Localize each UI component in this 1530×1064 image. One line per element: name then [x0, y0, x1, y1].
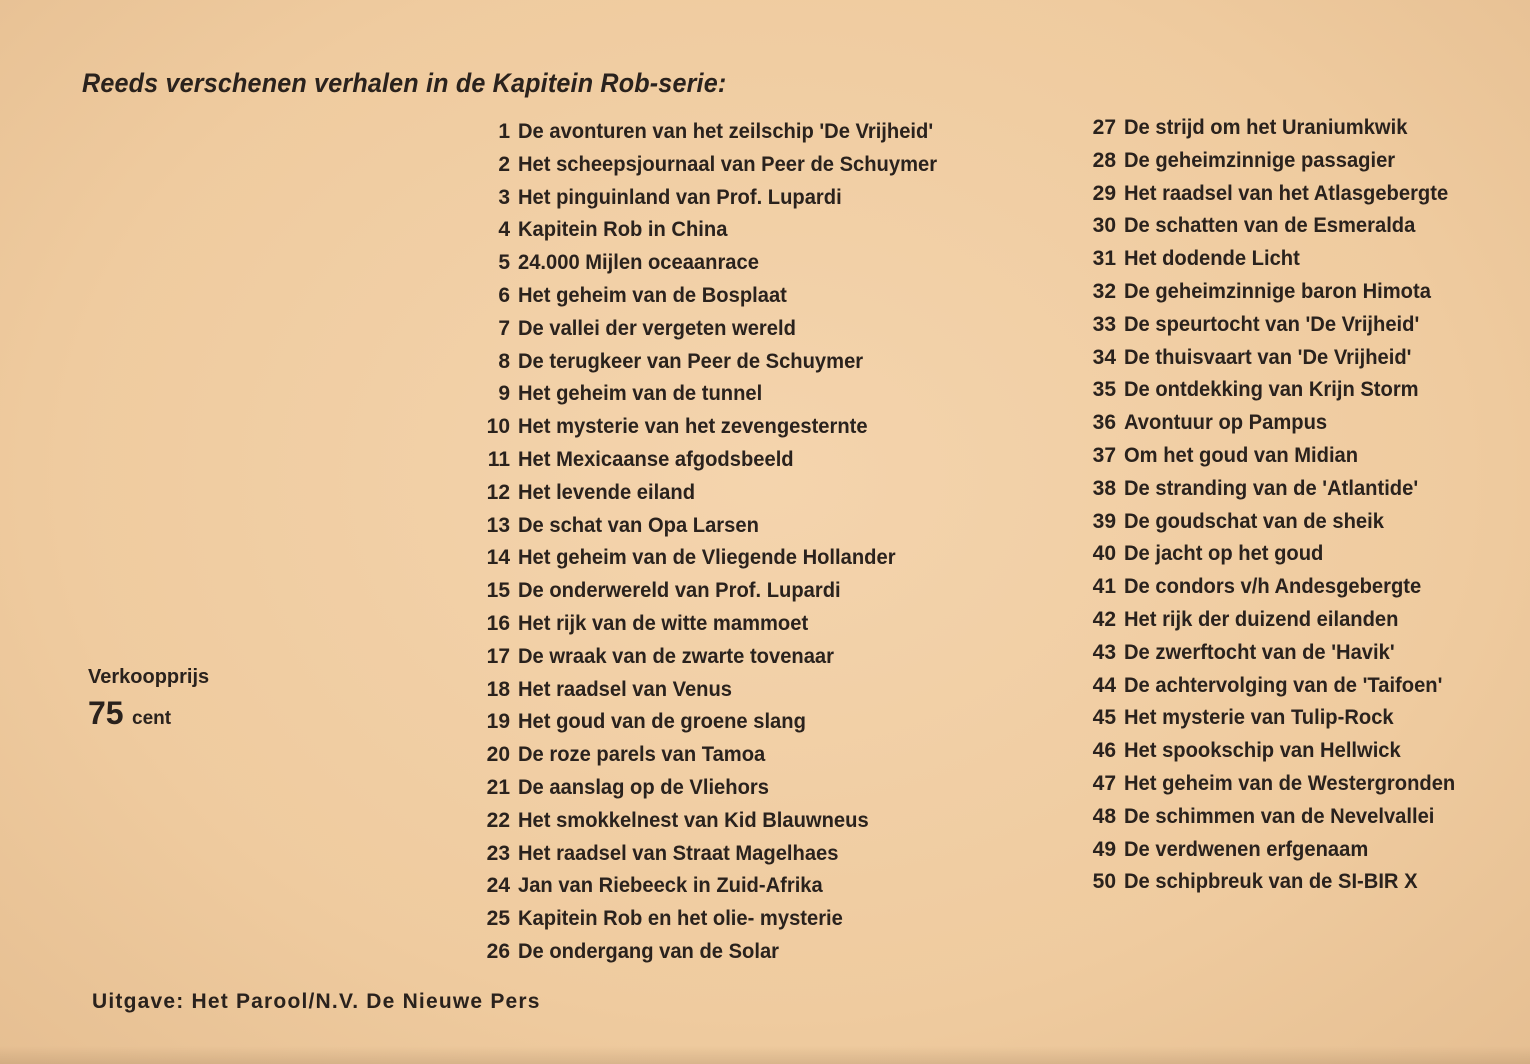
list-item-title: De zwerftocht van de 'Havik': [1124, 640, 1395, 664]
title-list-column-2: [1082, 116, 1469, 903]
list-item: [1082, 247, 1469, 280]
list-item-title: De avonturen van het zeilschip 'De Vrijheid': [518, 120, 934, 143]
list-item-number: 17: [486, 644, 510, 668]
list-item-number: 28: [1092, 148, 1116, 172]
list-item-title: De roze parels van Tamoa: [518, 743, 766, 767]
list-item-number: 23: [486, 841, 510, 865]
list-item-number: 47: [1092, 771, 1116, 795]
price-block: [88, 666, 209, 732]
list-item: [1082, 444, 1469, 477]
list-item-title: Kapitein Rob en het olie- mysterie: [518, 907, 843, 931]
list-item-title: De aanslag op de Vliehors: [518, 775, 769, 799]
list-item: [1082, 805, 1469, 838]
list-item-title: De condors v/h Andesgebergte: [1124, 575, 1422, 599]
list-item-title: De stranding van de 'Atlantide': [1124, 476, 1419, 500]
list-item: [476, 481, 955, 514]
list-item-title: Het raadsel van het Atlasgebergte: [1124, 181, 1449, 205]
list-item: [476, 186, 955, 219]
list-item-title: 24.000 Mijlen oceaanrace: [518, 251, 759, 275]
list-item-title: De onderwereld van Prof. Lupardi: [518, 579, 841, 603]
list-item: [1082, 575, 1469, 608]
list-item-number: 33: [1092, 312, 1116, 336]
list-item: [1082, 739, 1469, 772]
list-item-number: 40: [1092, 542, 1116, 566]
list-item-title: Jan van Riebeeck in Zuid-Afrika: [518, 874, 823, 898]
list-item-number: 50: [1092, 870, 1116, 894]
list-item-number: 39: [1092, 509, 1116, 533]
list-item-number: 3: [498, 185, 510, 209]
list-item: [476, 579, 955, 612]
list-item: [1082, 214, 1469, 247]
list-item-title: Het rijk van de witte mammoet: [518, 611, 809, 635]
list-item-title: De strijd om het Uraniumkwik: [1124, 116, 1408, 139]
list-item-title: Kapitein Rob in China: [518, 218, 728, 242]
title-list-column-1: [476, 120, 955, 973]
list-item-number: 35: [1092, 378, 1116, 402]
list-item: [476, 514, 955, 547]
list-item-number: 34: [1092, 345, 1116, 369]
list-item-title: Het Mexicaanse afgodsbeeld: [518, 447, 794, 471]
list-item: [476, 546, 955, 579]
list-item-title: De wraak van de zwarte tovenaar: [518, 644, 834, 668]
list-item-number: 10: [486, 415, 510, 439]
list-item: [1082, 346, 1469, 379]
list-item: [1082, 116, 1469, 149]
list-item-number: 19: [486, 710, 510, 734]
list-item-number: 2: [498, 152, 510, 176]
list-item-title: De thuisvaart van 'De Vrijheid': [1124, 345, 1412, 369]
list-item-number: 5: [498, 251, 510, 275]
list-item: [476, 251, 955, 284]
list-item: [476, 153, 955, 186]
list-item: [1082, 870, 1469, 903]
list-item: [1082, 149, 1469, 182]
list-item: [1082, 477, 1469, 510]
list-item-number: 1: [498, 120, 510, 143]
list-item: [476, 317, 955, 350]
list-item-title: De schatten van de Esmeralda: [1124, 214, 1416, 238]
list-item-title: Het rijk der duizend eilanden: [1124, 607, 1399, 631]
list-item: [1082, 182, 1469, 215]
list-item-title: De terugkeer van Peer de Schuymer: [518, 349, 864, 373]
list-item-title: Het smokkelnest van Kid Blauwneus: [518, 808, 869, 832]
list-item-number: 6: [498, 283, 510, 307]
list-item-number: 15: [486, 579, 510, 603]
list-item: [1082, 674, 1469, 707]
list-item: [476, 907, 955, 940]
series-heading: Reeds verschenen verhalen in de Kapitein Rob-serie:: [82, 68, 727, 98]
price-line: [88, 695, 209, 732]
list-item: [1082, 542, 1469, 575]
list-item: [476, 284, 955, 317]
list-item-title: Het raadsel van Straat Magelhaes: [518, 841, 839, 865]
list-item-number: 31: [1092, 247, 1116, 271]
list-item: [1082, 313, 1469, 346]
list-item-title: Het mysterie van Tulip-Rock: [1124, 706, 1394, 730]
list-item: [1082, 838, 1469, 871]
list-item-number: 42: [1092, 607, 1116, 631]
list-item-number: 4: [498, 218, 510, 242]
list-item-number: 22: [486, 808, 510, 832]
list-item-number: 32: [1092, 279, 1116, 303]
list-item-number: 36: [1092, 411, 1116, 435]
list-item-title: Het scheepsjournaal van Peer de Schuymer: [518, 152, 938, 176]
list-item: [476, 382, 955, 415]
price-label: Verkoopprijs: [88, 666, 210, 688]
list-item-number: 44: [1092, 673, 1116, 697]
list-item: [476, 874, 955, 907]
list-item-number: 8: [498, 349, 510, 373]
list-item: [476, 448, 955, 481]
list-item-title: Het goud van de groene slang: [518, 710, 806, 734]
list-item-title: Het geheim van de tunnel: [518, 382, 763, 406]
list-item: [1082, 641, 1469, 674]
list-item-number: 20: [486, 743, 510, 767]
list-item: [1082, 280, 1469, 313]
list-item: [476, 415, 955, 448]
list-item-title: Het spookschip van Hellwick: [1124, 739, 1401, 763]
list-item: [476, 809, 955, 842]
list-item-number: 9: [498, 382, 510, 406]
list-item-title: Het mysterie van het zevengesternte: [518, 415, 868, 439]
list-item-number: 29: [1092, 181, 1116, 205]
list-item: [476, 350, 955, 383]
list-item-number: 43: [1092, 640, 1116, 664]
list-item: [476, 710, 955, 743]
list-item-title: De achtervolging van de 'Taifoen': [1124, 673, 1443, 697]
list-item-title: Het pinguinland van Prof. Lupardi: [518, 185, 842, 209]
list-item-number: 49: [1092, 837, 1116, 861]
list-item-title: Het geheim van de Vliegende Hollander: [518, 546, 896, 570]
list-item-title: Avontuur op Pampus: [1124, 411, 1328, 435]
list-item-title: Het raadsel van Venus: [518, 677, 733, 701]
list-item: [476, 612, 955, 645]
list-item-number: 18: [486, 677, 510, 701]
list-item: [1082, 706, 1469, 739]
list-item-number: 38: [1092, 476, 1116, 500]
list-item-title: Het geheim van de Westergronden: [1124, 771, 1456, 795]
list-item: [476, 940, 955, 973]
list-item-title: De ontdekking van Krijn Storm: [1124, 378, 1419, 402]
list-item-title: Het dodende Licht: [1124, 247, 1300, 271]
list-item-number: 25: [486, 907, 510, 931]
list-item-title: De verdwenen erfgenaam: [1124, 837, 1369, 861]
list-item-title: De ondergang van de Solar: [518, 939, 780, 963]
list-item-number: 21: [486, 775, 510, 799]
list-item-title: De vallei der vergeten wereld: [518, 316, 796, 340]
list-item-number: 26: [486, 939, 510, 963]
list-item: [476, 743, 955, 776]
list-item-number: 14: [486, 546, 510, 570]
list-item: [1082, 608, 1469, 641]
list-item: [476, 218, 955, 251]
publisher-line: Uitgave: Het Parool/N.V. De Nieuwe Pers: [92, 990, 541, 1013]
list-item-title: Het levende eiland: [518, 480, 696, 504]
list-item-number: 45: [1092, 706, 1116, 730]
list-item-title: De goudschat van de sheik: [1124, 509, 1384, 533]
list-item: [476, 678, 955, 711]
list-item-title: Om het goud van Midian: [1124, 443, 1359, 467]
list-item-title: De schipbreuk van de SI-BIR X: [1124, 870, 1418, 894]
list-item-number: 48: [1092, 804, 1116, 828]
list-item-number: 16: [486, 611, 510, 635]
list-item-number: 46: [1092, 739, 1116, 763]
list-item-number: 13: [486, 513, 510, 537]
list-item-title: De schat van Opa Larsen: [518, 513, 759, 537]
list-item-number: 41: [1092, 575, 1116, 599]
list-item-title: Het geheim van de Bosplaat: [518, 283, 787, 307]
list-item-title: De jacht op het goud: [1124, 542, 1324, 566]
list-item: [476, 120, 955, 153]
list-item: [476, 645, 955, 678]
list-item-number: 37: [1092, 443, 1116, 467]
price-value: 75: [88, 695, 124, 731]
list-item-number: 24: [486, 874, 510, 898]
list-item-number: 12: [486, 480, 510, 504]
list-item: [1082, 411, 1469, 444]
price-unit: cent: [132, 708, 172, 729]
list-item: [476, 842, 955, 875]
list-item: [1082, 772, 1469, 805]
list-item: [476, 776, 955, 809]
list-item: [1082, 510, 1469, 543]
list-item-number: 30: [1092, 214, 1116, 238]
list-item-number: 7: [498, 316, 510, 340]
list-item-title: De schimmen van de Nevelvallei: [1124, 804, 1435, 828]
list-item-title: De geheimzinnige baron Himota: [1124, 279, 1431, 303]
list-item-title: De geheimzinnige passagier: [1124, 148, 1396, 172]
list-item-number: 11: [487, 447, 510, 471]
list-item-number: 27: [1092, 116, 1116, 139]
list-item: [1082, 378, 1469, 411]
list-item-title: De speurtocht van 'De Vrijheid': [1124, 312, 1420, 336]
